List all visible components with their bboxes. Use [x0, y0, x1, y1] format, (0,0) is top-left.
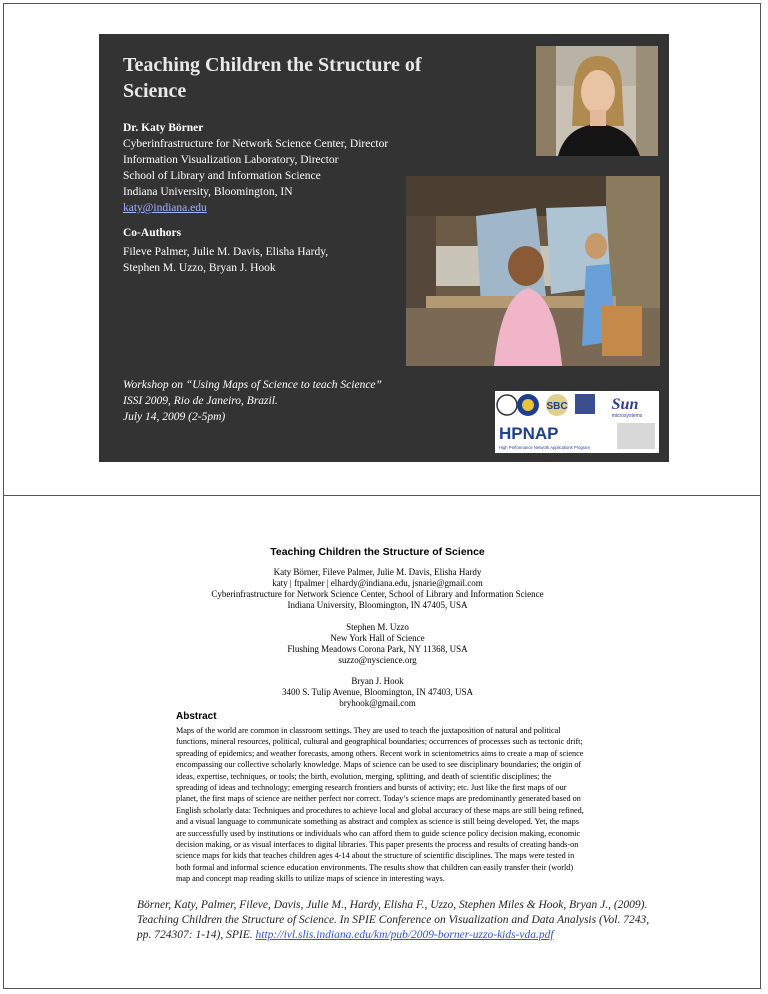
- author-email-link[interactable]: katy@indiana.edu: [123, 202, 207, 214]
- author-name: Dr. Katy Börner: [123, 122, 204, 134]
- coauthor-line: Fileve Palmer, Julie M. Davis, Elisha Hardy,: [123, 246, 329, 258]
- citation-link[interactable]: http://ivl.slis.indiana.edu/km/pub/2009-borner-uzzo-kids-vda.pdf: [255, 929, 554, 941]
- paper-header-line: suzzo@nyscience.org: [338, 655, 417, 665]
- page-divider: [3, 495, 761, 496]
- citation-text: Börner, Katy, Palmer, Fileve, Davis, Julie M., Hardy, Elisha F., Uzzo, Stephen Miles & Hook, Bryan J., (2009). Teaching Children the Structure of Science. In SPIE Conference on Visualization and Data Analysis (Vol. 7243, pp. 724307: 1-14), SPIE.: [137, 899, 650, 941]
- citation: [137, 898, 657, 943]
- author-portrait-image: [536, 46, 658, 156]
- paper-header-line: Bryan J. Hook: [351, 676, 404, 686]
- title-slide: [99, 34, 669, 462]
- paper-title: Teaching Children the Structure of Science: [270, 546, 485, 558]
- affiliation-line: Indiana University, Bloomington, IN: [123, 186, 293, 198]
- paper-header-line: Flushing Meadows Corona Park, NY 11368, USA: [287, 644, 468, 654]
- workshop-line: July 14, 2009 (2-5pm): [123, 411, 226, 423]
- affiliation-line: Cyberinfrastructure for Network Science Center, Director: [123, 138, 389, 150]
- workshop-info: [123, 377, 423, 425]
- paper-header-line: Indiana University, Bloomington, IN 47405, USA: [287, 600, 468, 610]
- paper-header-line: Cyberinfrastructure for Network Science Center, School of Library and Information Science: [211, 589, 544, 599]
- coauthor-line: Stephen M. Uzzo, Bryan J. Hook: [123, 262, 276, 274]
- sponsor-logos: [495, 391, 659, 453]
- sbc-logo-text: SBC: [546, 401, 568, 412]
- children-science-map-photo: [406, 176, 660, 366]
- slide-title: Teaching Children the Structure of Science: [123, 54, 422, 102]
- hpnap-logo-text: HPNAP: [499, 424, 559, 443]
- paper-header-line: katy | ftpalmer | elhardy@indiana.edu, jsnarie@gmail.com: [272, 578, 483, 588]
- affiliation-line: School of Library and Information Science: [123, 170, 321, 182]
- author-block: [123, 120, 443, 216]
- coauthors-list: [123, 244, 423, 276]
- abstract-text: Maps of the world are common in classroom settings. They are used to teach the juxtaposition of natural and political functions, mineral resources, political, cultural and geographical boundaries; occurrences of processes such as tectonic drift; spreading of epidemics; and weather forecasts, among others. Recent work in scientometrics aims to create a map of science encompassing our collective scholarly knowledge. Maps of science can be used to see disciplinary boundaries; the origin of ideas, expertise, techniques, or tools; the birth, evolution, merging, splitting, and death of scientific disciplines; the spreading of ideas and technology; emerging research frontiers and bursts of activity; etc. Just like the first maps of our planet, the first maps of science are neither perfect nor correct. Today’s science maps are predominantly generated based on English scholarly data: Techniques and procedures to achieve local and global accuracy of these maps are still being refined, and a visual language to communicate something as abstract and complex as science is still being developed. Yet, the maps are successfully used by institutions or individuals who can afford them to guide science policy decision making, economic decision making, or as visual interfaces to digital libraries. This paper presents the process and results of creating hands-on science maps for kids that teaches children ages 4-14 about the structure of scientific disciplines. The maps were tested in both formal and informal science education environments. The results show that children can easily transfer their (world) map and concept map reading skills to utilize maps of science in interesting ways.: [176, 726, 584, 884]
- hpnap-logo-subtext: High Performance Network Applications Program: [499, 445, 591, 450]
- paper-header-line: New York Hall of Science: [330, 633, 425, 643]
- abstract-heading: Abstract: [176, 711, 217, 722]
- sun-logo-subtext: microsystems: [611, 413, 643, 419]
- workshop-line: Workshop on “Using Maps of Science to teach Science”: [123, 379, 382, 391]
- workshop-line: ISSI 2009, Rio de Janeiro, Brazil.: [123, 395, 278, 407]
- affiliation-line: Information Visualization Laboratory, Director: [123, 154, 339, 166]
- paper-header-line: 3400 S. Tulip Avenue, Bloomington, IN 47403, USA: [281, 687, 474, 697]
- paper-header-line: Katy Börner, Fileve Palmer, Julie M. Davis, Elisha Hardy: [273, 567, 482, 577]
- paper-header-line: bryhook@gmail.com: [339, 698, 416, 708]
- paper-header-line: Stephen M. Uzzo: [346, 622, 409, 632]
- sun-logo-text: Sun: [611, 396, 639, 413]
- coauthors-heading: Co-Authors: [123, 227, 182, 239]
